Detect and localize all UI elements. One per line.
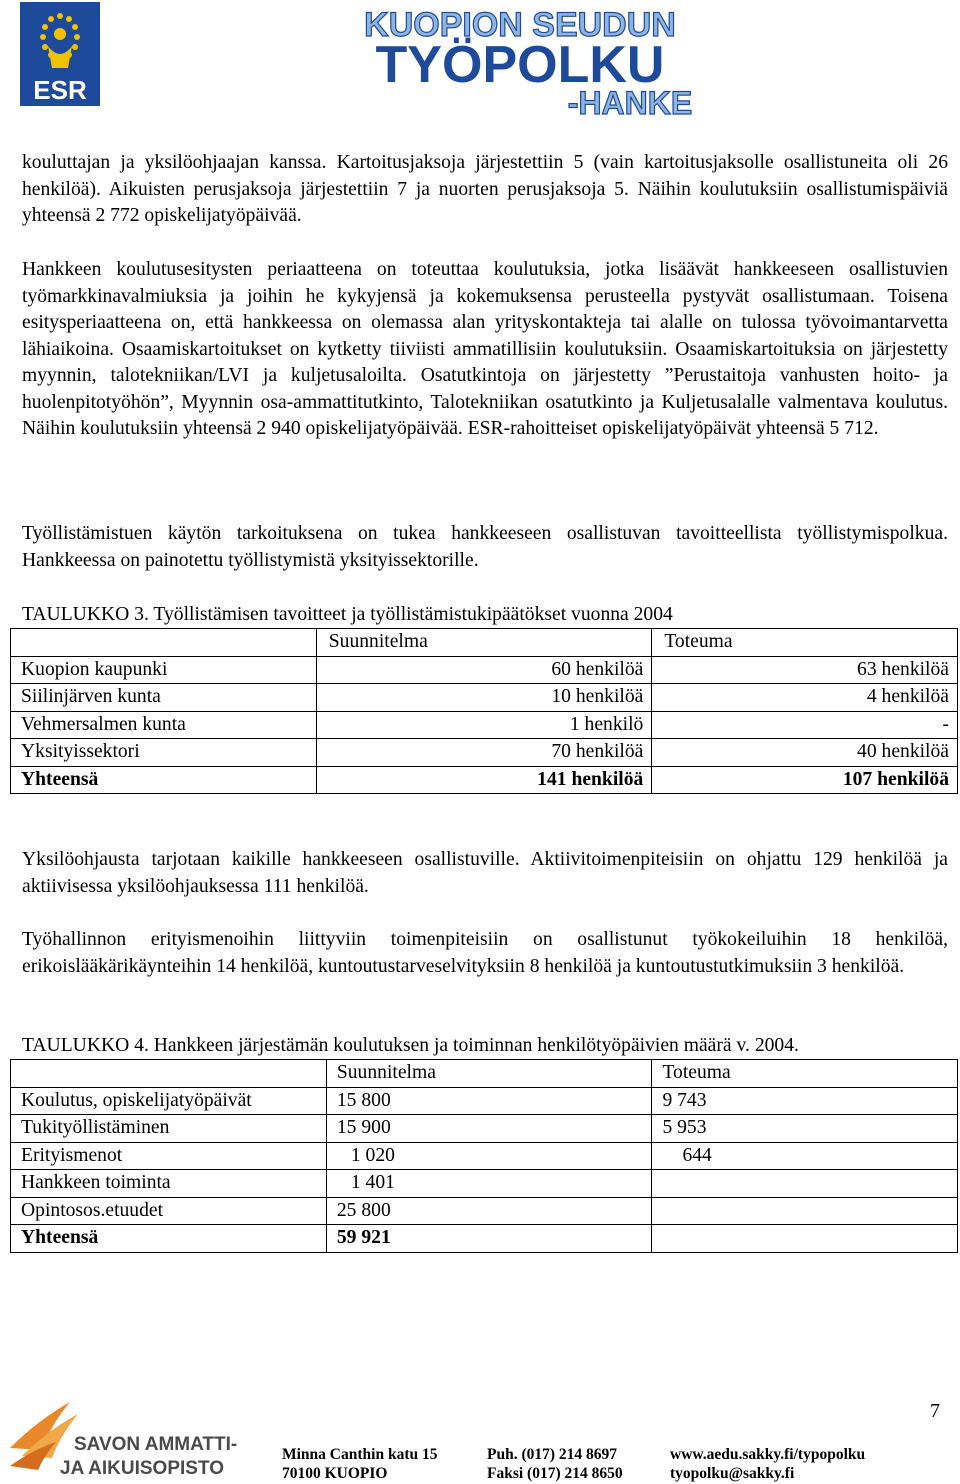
paragraph-1: kouluttajan ja yksilöohjaajan kanssa. Kartoitusjaksoja järjestettiin 5 (vain kartoitusjaksolle osallistuneita oli 26 henkilöä). Aikuisten perusjaksoja järjestettiin 7 ja nuorten perusjaksoja 5. Näihin koulutuksiin osallistumispäiviä yhteensä 2 772 opiskelijatyöpäivää. <box>22 152 948 226</box>
project-logo-line1: KUOPION SEUDUN <box>364 6 676 44</box>
table-cell <box>652 1225 958 1253</box>
table-cell: 1 401 <box>326 1170 652 1198</box>
footer-address-line2: 70100 KUOPIO <box>282 1465 388 1482</box>
footer-website-link[interactable]: www.aedu.sakky.fi/typopolku <box>670 1446 866 1463</box>
table-cell: 25 800 <box>326 1197 652 1225</box>
table-cell: - <box>652 711 958 739</box>
table-row <box>11 1087 958 1115</box>
table-cell: 644 <box>652 1142 958 1170</box>
table-header-row <box>11 629 958 657</box>
table-row <box>11 739 958 767</box>
table-cell: Koulutus, opiskelijatyöpäivät <box>11 1087 327 1115</box>
table-cell: 70 henkilöä <box>316 739 652 767</box>
table-cell: Opintosos.etuudet <box>11 1197 327 1225</box>
project-logo-line3: -HANKE <box>567 85 693 120</box>
savon-logo-line1: SAVON AMMATTI- <box>74 1434 238 1455</box>
table-header-cell <box>11 1060 327 1088</box>
esr-logo-graphic <box>20 2 100 106</box>
footer-phone: Puh. (017) 214 8697 <box>487 1446 618 1463</box>
table-cell: Yksityissektori <box>11 739 317 767</box>
table-header-cell: Toteuma <box>652 1060 958 1088</box>
table-header-cell: Suunnitelma <box>316 629 652 657</box>
project-logo-line2: TYÖPOLKU <box>375 36 665 94</box>
table-total-row <box>11 1225 958 1253</box>
table-cell: 5 953 <box>652 1115 958 1143</box>
savon-logo-graphic <box>8 1400 258 1480</box>
table-cell: 15 900 <box>326 1115 652 1143</box>
table-header-row <box>11 1060 958 1088</box>
table4 <box>10 1059 958 1253</box>
project-logo-graphic <box>330 2 710 120</box>
table-header-cell: Suunnitelma <box>326 1060 652 1088</box>
table-cell: 63 henkilöä <box>652 656 958 684</box>
table-cell: Tukityöllistäminen <box>11 1115 327 1143</box>
paragraph-3: Työllistämistuen käytön tarkoituksena on tukea hankkeeseen osallistuvan tavoitteellista työllistymispolkua. Hankkeessa on painotettu työllistymistä yksityissektorille. <box>22 523 948 571</box>
esr-logo <box>20 2 100 106</box>
footer-fax: Faksi (017) 214 8650 <box>487 1465 623 1482</box>
table-header-cell: Toteuma <box>652 629 958 657</box>
table-cell: Yhteensä <box>11 766 317 794</box>
table-cell: Erityismenot <box>11 1142 327 1170</box>
table-cell: Kuopion kaupunki <box>11 656 317 684</box>
table-cell: 107 henkilöä <box>652 766 958 794</box>
table-header-cell <box>11 629 317 657</box>
table-cell: 10 henkilöä <box>316 684 652 712</box>
table-cell: 9 743 <box>652 1087 958 1115</box>
table-cell: 40 henkilöä <box>652 739 958 767</box>
table-cell: 15 800 <box>326 1087 652 1115</box>
table4-caption: TAULUKKO 4. Hankkeen järjestämän koulutuksen ja toiminnan henkilötyöpäivien määrä v. 2004. <box>22 1035 799 1056</box>
table-cell: Yhteensä <box>11 1225 327 1253</box>
esr-logo-text: ESR <box>33 75 87 105</box>
table-cell: 4 henkilöä <box>652 684 958 712</box>
table3-caption: TAULUKKO 3. Työllistämisen tavoitteet ja työllistämistukipäätökset vuonna 2004 <box>22 604 673 625</box>
table-cell: 59 921 <box>326 1225 652 1253</box>
paragraph-5: Työhallinnon erityismenoihin liittyviin toimenpiteisiin on osallistunut työkokeiluihin 18 henkilöä, erikoislääkärikäynteihin 14 henkilöä, kuntoutustarveselvityksiin 8 henkilöä ja kuntoutustutkimuksiin 3 henkilöä. <box>22 929 948 977</box>
table-cell: 1 020 <box>326 1142 652 1170</box>
table-cell <box>652 1197 958 1225</box>
project-logo <box>330 2 710 120</box>
table-row <box>11 1170 958 1198</box>
table-total-row <box>11 766 958 794</box>
table3 <box>10 628 958 794</box>
table-row <box>11 1142 958 1170</box>
footer-email-link[interactable]: tyopolku@sakky.fi <box>670 1465 795 1482</box>
table-cell: 60 henkilöä <box>316 656 652 684</box>
table-row <box>11 1197 958 1225</box>
table-cell <box>652 1170 958 1198</box>
page-number: 7 <box>930 1400 940 1422</box>
savon-logo-line2: JA AIKUISOPISTO <box>60 1458 224 1479</box>
table-row <box>11 711 958 739</box>
paragraph-4: Yksilöohjausta tarjotaan kaikille hankkeeseen osallistuville. Aktiivitoimenpiteisiin on ohjattu 129 henkilöä ja aktiivisessa yksilöohjauksessa 111 henkilöä. <box>22 849 948 897</box>
table-cell: 141 henkilöä <box>316 766 652 794</box>
table-cell: Siilinjärven kunta <box>11 684 317 712</box>
table-cell: 1 henkilö <box>316 711 652 739</box>
table-cell: Vehmersalmen kunta <box>11 711 317 739</box>
table-cell: Hankkeen toiminta <box>11 1170 327 1198</box>
paragraph-2: Hankkeen koulutusesitysten periaatteena on toteuttaa koulutuksia, jotka lisäävät hankkeeseen osallistuvien työmarkkinavalmiuksia ja joihin he kykyjensä ja kokemuksensa perusteella pystyvät osallistumaan. Toisena esitysperiaatteena on, että hankkeessa on olemassa alan yrityskontakteja tai alalle on tulossa työvoimantarvetta lähiaikoina. Osaamiskartoitukset on kytketty tiiviisti ammatillisiin koulutuksiin. Osaamiskartoituksia on järjestetty myynnin, talotekniikan/LVI ja kuljetusaloilta. Osatutkintoja on järjestetty ”Perustaitoja vanhusten hoito- ja huolenpitotyöhön”, Myynnin osa-ammattitutkinto, Talotekniikan osatutkinto ja Kuljetusalalle valmentava koulutus. Näihin koulutuksiin yhteensä 2 940 opiskelijatyöpäivää. ESR-rahoitteiset opiskelijatyöpäivät yhteensä 5 712. <box>22 259 948 439</box>
footer-address-line1: Minna Canthin katu 15 <box>282 1446 438 1463</box>
savon-logo <box>8 1400 258 1480</box>
table-row <box>11 684 958 712</box>
table-row <box>11 656 958 684</box>
table-row <box>11 1115 958 1143</box>
